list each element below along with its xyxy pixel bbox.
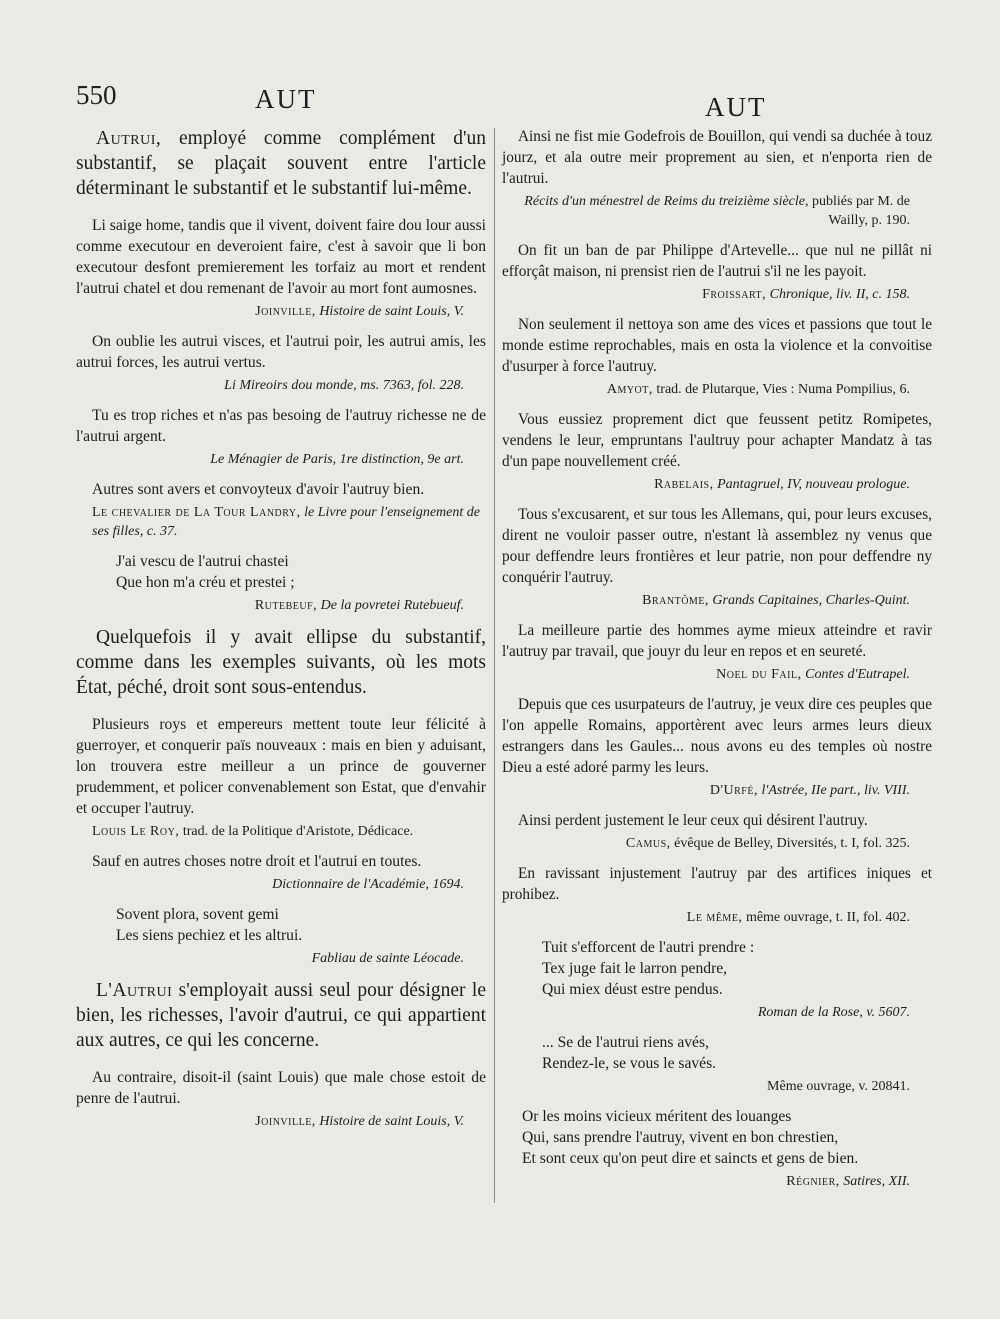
quotation: Ainsi perdent justement le leur ceux qui désirent l'autruy. <box>518 812 868 829</box>
source-citation <box>76 302 464 321</box>
definition-text: employé comme complément d'un substantif, se plaçait souvent entre l'article déterminant le substantif et le substantif lui-même. <box>76 128 486 199</box>
definition-paragraph <box>76 126 486 201</box>
source-title: trad. de Plutarque, Vies : Numa Pompilius, 6. <box>652 382 910 397</box>
quotation: Sauf en autres choses notre droit et l'autrui en toutes. <box>92 853 422 870</box>
source-title: évêque de Belley, Diversités, t. I, fol. 325. <box>670 836 910 851</box>
quotation: Non seulement il nettoya son ame des vices et passions que tout le monde estime reprochables, mais en osta la violence et la convoitise d'usurper à force l'autruy. <box>502 316 932 375</box>
source-title: Satires, XII. <box>839 1174 910 1189</box>
quotation: Tu es trop riches et n'as pas besoing de l'autruy richesse ne de l'autrui argent. <box>76 407 486 445</box>
source-author: Joinville, <box>255 1114 316 1129</box>
verse-line: Sovent plora, sovent gemi <box>116 906 279 923</box>
verse-line: Tuit s'efforcent de l'autri prendre : <box>542 939 755 956</box>
source-citation <box>502 475 910 494</box>
definition-paragraph: Quelquefois il y avait ellipse du substantif, comme dans les exemples suivants, où les mots État, péché, droit sont sous-entendus. <box>76 627 486 698</box>
verse-line: Rendez-le, se vous le savés. <box>542 1055 717 1072</box>
verse-line: Qui, sans prendre l'autruy, vivent en bon chrestien, <box>522 1129 839 1146</box>
quotation: Li saige home, tandis que il vivent, doivent faire dou lour aussi comme executour en deveroient faire, c'est à savoir que li bon executour desfont premierement les torfaiz au mort et rendent l'autrui chatel et dou remenant de l'avoir au mort font aumosnes. <box>76 217 486 297</box>
source-author: Louis Le Roy, <box>92 824 180 839</box>
source-title: Fabliau de sainte Léocade. <box>311 951 464 966</box>
verse-line: ... Se de l'autrui riens avés, <box>542 1034 709 1051</box>
source-title: Dictionnaire de l'Académie, 1694. <box>272 877 464 892</box>
source-citation <box>502 192 910 230</box>
source-citation <box>76 875 464 894</box>
source-title: Histoire de saint Louis, V. <box>315 1114 464 1129</box>
quotation: Autres sont avers et convoyteux d'avoir l'autruy bien. <box>92 481 425 498</box>
source-title: l'Astrée, IIe part., liv. VIII. <box>757 783 910 798</box>
source-title: Histoire de saint Louis, V. <box>315 304 464 319</box>
source-citation <box>76 376 464 395</box>
source-title: Contes d'Eutrapel. <box>801 667 910 682</box>
running-head-right: AUT <box>705 92 767 122</box>
verse <box>502 937 932 1000</box>
quotation: La meilleure partie des hommes ayme mieux atteindre et ravir l'autruy par travail, que jouyr du leur en repos et en seureté. <box>502 622 932 660</box>
verse-line: Et sont ceux qu'on peut dire et saincts et gens de bien. <box>522 1150 859 1167</box>
quotation: En ravissant injustement l'autruy par des artifices iniques et prohibez. <box>502 865 932 903</box>
source-author: Régnier, <box>786 1174 840 1189</box>
headword: L'Autrui <box>96 980 173 1001</box>
source-citation <box>502 1172 910 1191</box>
source-author: Noel du Fail, <box>716 667 802 682</box>
verse <box>502 1106 932 1169</box>
source-citation <box>502 1003 910 1022</box>
source-title: Le Ménagier de Paris, 1re distinction, 9e art. <box>210 452 464 467</box>
source-title: Récits d'un ménestrel de Reims du treizième siècle, <box>524 194 809 209</box>
source-title: De la povretei Rutebueuf. <box>317 598 464 613</box>
column-rule <box>494 128 495 1203</box>
verse-line: Qui miex déust estre pendus. <box>542 981 723 998</box>
source-citation <box>502 1077 910 1096</box>
quotation: Depuis que ces usurpateurs de l'autruy, je veux dire ces peuples que l'on appelle Romains, apportèrent avec leurs armes leurs dieux estrangers dans les Gaules... nous avons eu des temples où nostre Dieu a esté adoré parmy les leurs. <box>502 696 932 776</box>
verse-line: J'ai vescu de l'autrui chastei <box>116 553 289 570</box>
source-citation <box>502 591 910 610</box>
source-author: D'Urfé, <box>709 783 758 798</box>
headword: Autrui, <box>96 128 162 149</box>
source-author: Froissart, <box>702 287 767 302</box>
source-title: Pantagruel, IV, nouveau prologue. <box>713 477 910 492</box>
source-title: Roman de la Rose, v. 5607. <box>757 1005 910 1020</box>
source-author: Amyot, <box>606 382 653 397</box>
source-author: Le même, <box>686 910 743 925</box>
verse-line: Les siens pechiez et les altrui. <box>116 927 303 944</box>
source-citation <box>502 834 910 853</box>
source-title: Chronique, liv. II, c. 158. <box>766 287 910 302</box>
source-citation <box>76 450 464 469</box>
source-title: Grands Capitaines, Charles-Quint. <box>708 593 910 608</box>
verse-line: Tex juge fait le larron pendre, <box>542 960 728 977</box>
verse <box>76 551 486 593</box>
quotation: Vous eussiez proprement dict que feussent petitz Romipetes, vendens le leur, empruntans l'aultruy pour achapter Mandatz à tas d'un pape nouvellement créé. <box>502 411 932 470</box>
source-citation <box>502 781 910 800</box>
source-detail: publiés par M. de Wailly, p. 190. <box>808 194 910 228</box>
source-title: Li Mireoirs dou monde, ms. 7363, fol. 228. <box>224 378 464 393</box>
quotation: Au contraire, disoit-il (saint Louis) que male chose estoit de penre de l'autrui. <box>76 1069 486 1107</box>
source-author: Brantôme, <box>642 593 709 608</box>
source-citation <box>502 285 910 304</box>
verse <box>502 1032 932 1074</box>
quotation: Ainsi ne fist mie Godefrois de Bouillon, qui vendi sa duchée à touz jourz, et ala outre meir proprement au sien, et n'enporta rien de l'autrui. <box>502 128 932 187</box>
source-citation <box>76 1112 464 1131</box>
source-title: même ouvrage, t. II, fol. 402. <box>742 910 910 925</box>
source-citation <box>76 503 486 541</box>
source-title: Même ouvrage, v. 20841. <box>767 1079 910 1094</box>
source-citation <box>502 665 910 684</box>
verse <box>76 904 486 946</box>
source-citation <box>76 949 464 968</box>
quotation: On fit un ban de par Philippe d'Artevelle... que nul ne pillât ni efforçât maison, ni prensist rien de l'autrui s'il ne les payoit. <box>502 242 932 280</box>
right-column <box>502 126 932 1201</box>
verse-line: Or les moins vicieux méritent des louanges <box>522 1108 792 1125</box>
source-author: Joinville, <box>255 304 316 319</box>
source-citation <box>76 596 464 615</box>
quotation: On oublie les autrui visces, et l'autrui poir, les autrui amis, les autrui forces, les autrui vertus. <box>76 333 486 371</box>
quotation: Plusieurs roys et empereurs mettent toute leur félicité à guerroyer, et conquerir païs nouveaux : mais en bien y aduisant, lon trouvera estre meilleur a un prince de gouverner prudemment, et policer convenablement son Estat, que d'envahir et occuper l'autruy. <box>76 716 486 817</box>
page-number: 550 <box>76 80 117 110</box>
source-citation <box>502 908 910 927</box>
source-author: Rutebeuf, <box>254 598 318 613</box>
source-author: Le chevalier de La Tour Landry, <box>92 505 301 520</box>
definition-text: s'employait aussi seul pour désigner le bien, les richesses, l'avoir d'autrui, ce qui appartient aux autres, ce qui les concerne. <box>76 980 486 1051</box>
quotation: Tous s'excusarent, et sur tous les Allemans, qui, pour leurs excuses, dirent ne vouloir passer outre, n'estant là assemblez ny venus que pour deffendre leurs frontières et leur patrie, non pour deffendre ny conquérir l'autruy. <box>502 506 932 586</box>
running-head-left: AUT <box>255 84 317 114</box>
source-author: Rabelais, <box>654 477 714 492</box>
source-citation <box>502 380 910 399</box>
definition-paragraph <box>76 978 486 1053</box>
verse-line: Que hon m'a créu et prestei ; <box>116 574 295 591</box>
source-citation <box>76 822 486 841</box>
source-author: Camus, <box>625 836 671 851</box>
source-title: trad. de la Politique d'Aristote, Dédicace. <box>179 824 414 839</box>
left-column <box>76 126 486 1141</box>
source-title: le Livre pour l'enseignement de ses filles, c. 37. <box>92 505 480 539</box>
